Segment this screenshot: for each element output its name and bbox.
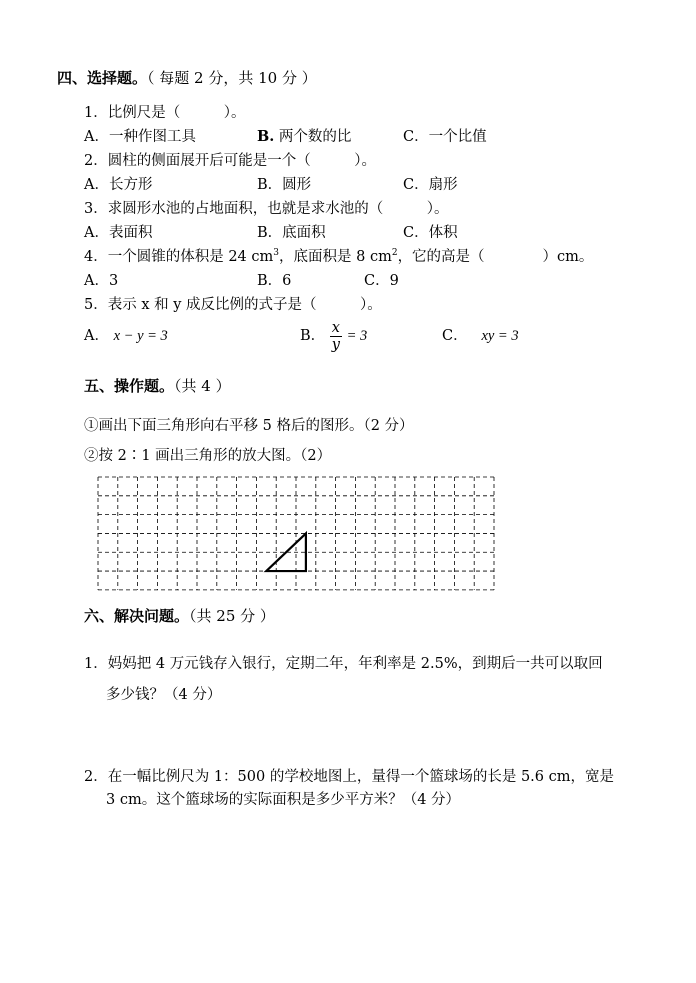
- problem1-line2: 多少钱？（4 分）: [106, 687, 222, 703]
- triangle-shape: [266, 533, 306, 571]
- task2-text: ②按 2∶1 画出三角形的放大图。（2）: [84, 448, 332, 464]
- section6-heading: [84, 607, 275, 625]
- q1-stem: 1．比例尺是（ ）。: [84, 105, 246, 121]
- q5-option-b-rest: = 3: [346, 328, 368, 344]
- q1-option-b-text: 两个数的比: [278, 129, 352, 145]
- problem1-line1: 1．妈妈把 4 万元钱存入银行，定期二年，年利率是 2.5%，到期后一共可以取回: [84, 656, 603, 672]
- q1-option-a: A．一种作图工具: [84, 129, 196, 145]
- q4-stem: [84, 248, 593, 266]
- section6-note: （共 25 分 ）: [189, 607, 275, 625]
- q5-option-a: [84, 327, 168, 345]
- section5-title: 五、操作题。: [84, 377, 175, 395]
- q2-option-a: A．长方形: [84, 177, 153, 193]
- q1-option-b: [257, 128, 351, 146]
- section4-note: （ 每题 2 分，共 10 分 ）: [147, 69, 317, 87]
- q5-option-b: [300, 318, 367, 354]
- q3-option-b: B．底面积: [257, 225, 326, 241]
- q5-fraction-denominator: y: [331, 336, 340, 353]
- q4-stem-part1: 4．一个圆锥的体积是 24 cm: [84, 249, 274, 265]
- q5-fraction: [330, 320, 342, 353]
- q4-stem-part3: ，它的高是（ ）cm。: [397, 249, 594, 265]
- q1-option-b-label: B.: [257, 128, 275, 145]
- q2-option-b: B．圆形: [257, 177, 312, 193]
- q2-option-c: C．扇形: [403, 177, 458, 193]
- q5-option-c: [442, 327, 519, 345]
- task1-text: ①画出下面三角形向右平移 5 格后的图形。（2 分）: [84, 418, 414, 434]
- q4-option-c: C．9: [364, 273, 399, 289]
- q2-stem: 2．圆柱的侧面展开后可能是一个（ ）。: [84, 153, 376, 169]
- q5-option-c-label: C．: [442, 328, 468, 344]
- q4-exponent-square: 2: [391, 248, 398, 259]
- q4-option-b: B．6: [257, 273, 292, 289]
- section6-title: 六、解决问题。: [84, 607, 190, 625]
- problem2-line1: 2．在一幅比例尺为 1：500 的学校地图上，量得一个篮球场的长是 5.6 cm，宽是: [84, 769, 614, 785]
- section4-title: 四、选择题。: [57, 69, 148, 87]
- section5-heading: [84, 377, 231, 395]
- q5-option-a-label: A．: [84, 328, 109, 344]
- section5-note: （共 4 ）: [174, 377, 231, 395]
- q4-stem-part2: ，底面积是 8 cm: [279, 249, 392, 265]
- q3-option-a: A．表面积: [84, 225, 153, 241]
- q1-option-c: C．一个比值: [403, 129, 487, 145]
- q5-fraction-numerator: x: [331, 319, 340, 336]
- dashed-grid: [97, 476, 499, 592]
- q5-stem: 5．表示 x 和 y 成反比例的式子是（ ）。: [84, 297, 382, 313]
- q5-option-c-expr: xy = 3: [481, 328, 519, 344]
- q5-option-b-label: B．: [300, 328, 326, 344]
- section4-heading: [57, 69, 317, 87]
- problem2-line2: 3 cm。这个篮球场的实际面积是多少平方米？（4 分）: [106, 792, 461, 808]
- q4-exponent-cubic: 3: [273, 248, 279, 259]
- q3-option-c: C．体积: [403, 225, 458, 241]
- q5-option-a-expr: x − y = 3: [113, 328, 168, 344]
- q4-option-a: A．3: [84, 273, 119, 289]
- q3-stem: 3．求圆形水池的占地面积，也就是求水池的（ ）。: [84, 201, 449, 217]
